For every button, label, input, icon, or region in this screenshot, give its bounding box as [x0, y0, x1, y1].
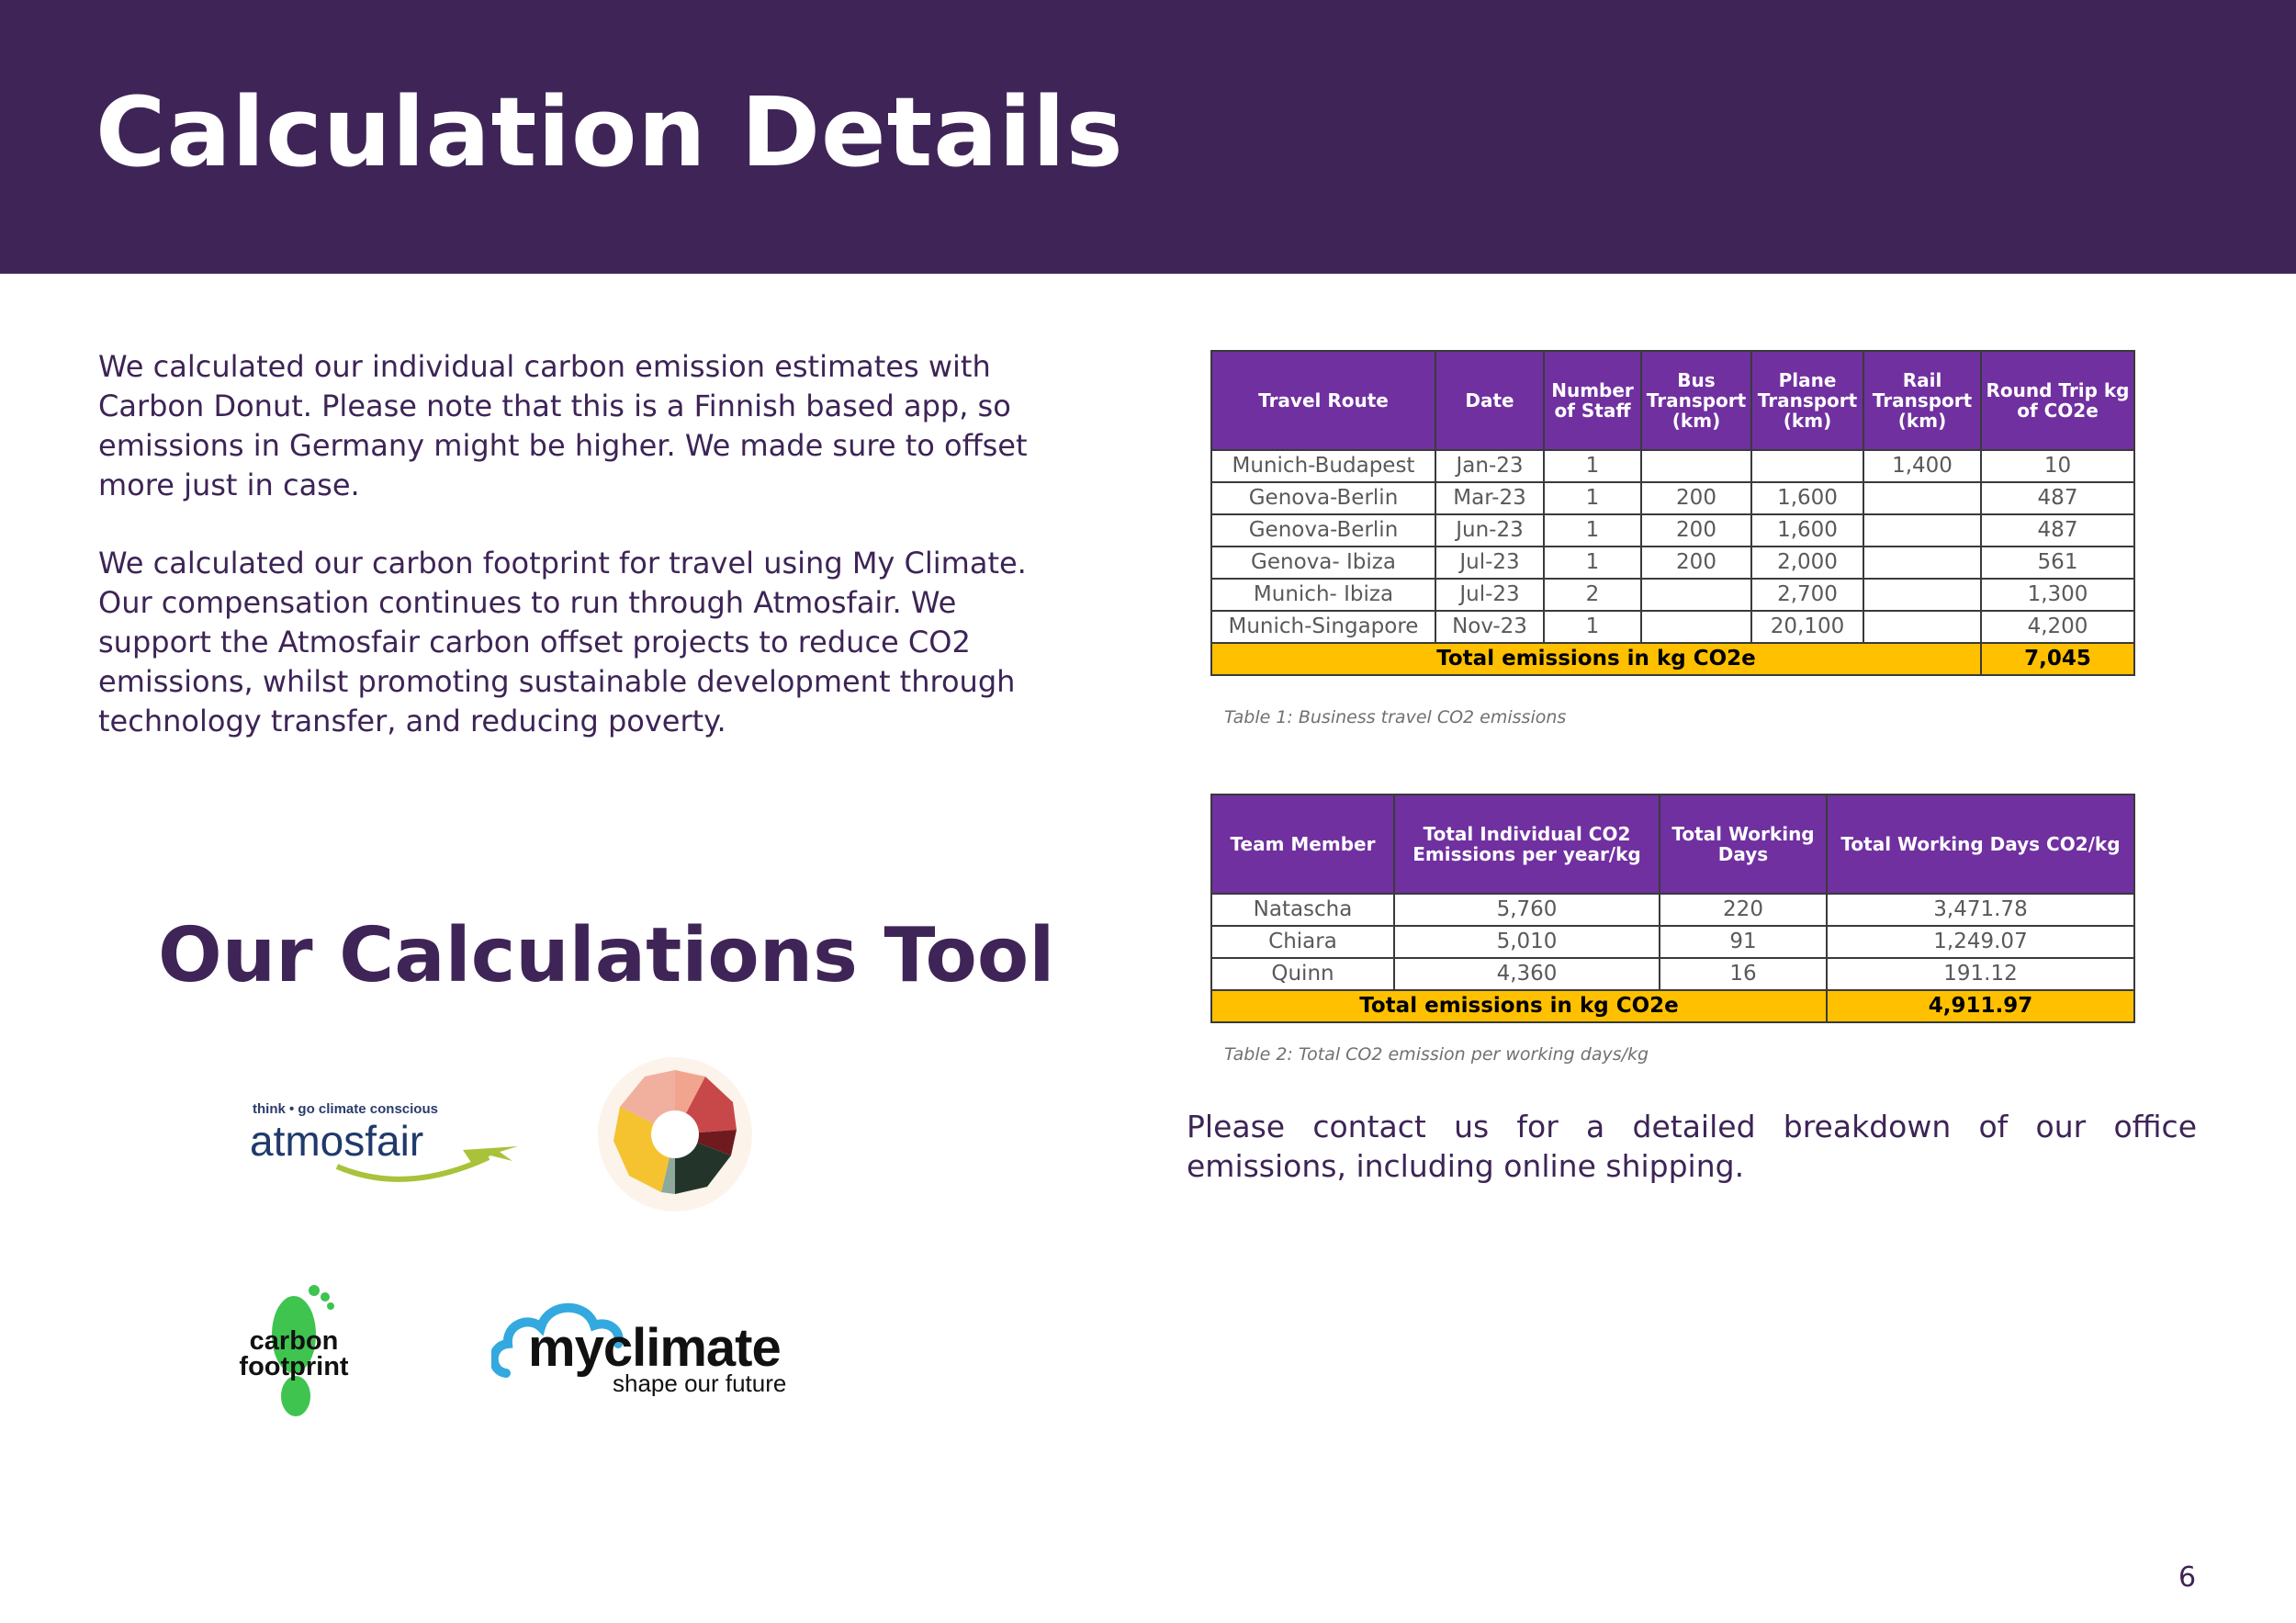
cell-plane	[1751, 450, 1863, 482]
cell-co2: 1,300	[1981, 579, 2134, 611]
cell-date: Jan-23	[1435, 450, 1544, 482]
col-individual-co2: Total Individual CO2 Emissions per year/kg	[1394, 795, 1660, 894]
table-row	[1211, 611, 2134, 643]
intro-paragraph: We calculated our carbon footprint for travel using My Climate. Our compensation continues to run through Atmosfair. We support the Atmosfair carbon offset projects to reduce CO2 emissions, whilst promoting sustainable development through technology transfer, and reducing poverty.	[98, 546, 1027, 738]
col-date: Date	[1435, 351, 1544, 450]
cell-co2: 487	[1981, 482, 2134, 514]
cell-route: Genova-Berlin	[1211, 514, 1435, 547]
footprint-text-1: carbon	[249, 1326, 339, 1356]
cell-working-days-co2: 3,471.78	[1827, 894, 2134, 926]
cell-date: Jun-23	[1435, 514, 1544, 547]
cell-working-days-co2: 1,249.07	[1827, 926, 2134, 958]
cell-individual-co2: 4,360	[1394, 958, 1660, 990]
table1-caption: Table 1: Business travel CO2 emissions	[1224, 707, 1567, 727]
table-row	[1211, 482, 2134, 514]
cell-member: Quinn	[1211, 958, 1394, 990]
cell-route: Genova- Ibiza	[1211, 547, 1435, 579]
cell-member: Natascha	[1211, 894, 1394, 926]
col-working-days: Total Working Days	[1660, 795, 1827, 894]
col-number-of-staff: Number of Staff	[1544, 351, 1641, 450]
footprint-text-2: footprint	[239, 1352, 349, 1381]
total-label: Total emissions in kg CO2e	[1211, 990, 1827, 1022]
cell-working-days-co2: 191.12	[1827, 958, 2134, 990]
table-row	[1211, 958, 2134, 990]
cell-working-days: 91	[1660, 926, 1827, 958]
col-working-days-co2: Total Working Days CO2/kg	[1827, 795, 2134, 894]
table-total-row	[1211, 990, 2134, 1022]
table-row	[1211, 926, 2134, 958]
cell-staff: 1	[1544, 611, 1641, 643]
cell-bus	[1641, 579, 1751, 611]
cell-staff: 1	[1544, 450, 1641, 482]
table-row	[1211, 894, 2134, 926]
table-total-row	[1211, 643, 2134, 675]
donut-hole	[651, 1110, 699, 1158]
cell-individual-co2: 5,010	[1394, 926, 1660, 958]
col-rail-transport: Rail Transport (km)	[1863, 351, 1981, 450]
table-row	[1211, 547, 2134, 579]
table-row	[1211, 579, 2134, 611]
cell-staff: 2	[1544, 579, 1641, 611]
col-team-member: Team Member	[1211, 795, 1394, 894]
cell-rail	[1863, 579, 1981, 611]
cell-rail	[1863, 611, 1981, 643]
table-header-row	[1211, 795, 2134, 894]
cell-route: Genova-Berlin	[1211, 482, 1435, 514]
cell-plane: 1,600	[1751, 514, 1863, 547]
cell-co2: 10	[1981, 450, 2134, 482]
cell-bus: 200	[1641, 482, 1751, 514]
cell-co2: 561	[1981, 547, 2134, 579]
cell-route: Munich- Ibiza	[1211, 579, 1435, 611]
myclimate-tagline: shape our future	[613, 1369, 787, 1396]
carbon-footprint-logo	[220, 1281, 377, 1419]
cell-staff: 1	[1544, 514, 1641, 547]
cell-date: Nov-23	[1435, 611, 1544, 643]
table-row	[1211, 514, 2134, 547]
col-travel-route: Travel Route	[1211, 351, 1435, 450]
atmosfair-logo	[250, 1093, 525, 1194]
cell-date: Jul-23	[1435, 547, 1544, 579]
cell-rail: 1,400	[1863, 450, 1981, 482]
cell-bus: 200	[1641, 514, 1751, 547]
cell-route: Munich-Budapest	[1211, 450, 1435, 482]
col-plane-transport: Plane Transport (km)	[1751, 351, 1863, 450]
cell-working-days: 16	[1660, 958, 1827, 990]
myclimate-logo	[491, 1291, 808, 1396]
intro-text	[98, 347, 1072, 780]
cell-rail	[1863, 482, 1981, 514]
cell-rail	[1863, 514, 1981, 547]
table-header-row	[1211, 351, 2134, 450]
header-banner	[0, 0, 2296, 274]
team-emissions-table	[1210, 794, 2135, 1023]
contact-text: Please contact us for a detailed breakdown of our office emissions, including online shipping.	[1187, 1109, 2197, 1184]
cell-bus	[1641, 450, 1751, 482]
table-row	[1211, 450, 2134, 482]
myclimate-name: myclimate	[528, 1318, 781, 1378]
cell-route: Munich-Singapore	[1211, 611, 1435, 643]
col-bus-transport: Bus Transport (km)	[1641, 351, 1751, 450]
cell-rail	[1863, 547, 1981, 579]
cell-plane: 20,100	[1751, 611, 1863, 643]
total-label: Total emissions in kg CO2e	[1211, 643, 1981, 675]
cell-date: Mar-23	[1435, 482, 1544, 514]
cell-working-days: 220	[1660, 894, 1827, 926]
total-value: 4,911.97	[1827, 990, 2134, 1022]
cell-bus: 200	[1641, 547, 1751, 579]
cell-bus	[1641, 611, 1751, 643]
table2-caption: Table 2: Total CO2 emission per working days/kg	[1224, 1044, 1649, 1065]
cell-staff: 1	[1544, 482, 1641, 514]
cell-member: Chiara	[1211, 926, 1394, 958]
tools-title: Our Calculations Tool	[158, 912, 1055, 999]
page-title: Calculation Details	[96, 76, 1124, 188]
carbon-donut-logo	[597, 1056, 753, 1212]
cell-plane: 1,600	[1751, 482, 1863, 514]
cell-staff: 1	[1544, 547, 1641, 579]
cell-individual-co2: 5,760	[1394, 894, 1660, 926]
atmosfair-tagline: think • go climate conscious	[253, 1101, 438, 1117]
cell-plane: 2,700	[1751, 579, 1863, 611]
footprint-heel	[281, 1376, 310, 1416]
total-value: 7,045	[1981, 643, 2134, 675]
col-round-trip-co2: Round Trip kg of CO2e	[1981, 351, 2134, 450]
intro-paragraph: We calculated our individual carbon emission estimates with Carbon Donut. Please note that this is a Finnish based app, so emissions in Germany might be higher. We made sure to offset more just in case.	[98, 349, 1028, 502]
page-number: 6	[2178, 1561, 2197, 1594]
business-travel-table	[1210, 350, 2135, 676]
cell-co2: 487	[1981, 514, 2134, 547]
cell-date: Jul-23	[1435, 579, 1544, 611]
cell-co2: 4,200	[1981, 611, 2134, 643]
atmosfair-name: atmosfair	[250, 1117, 424, 1165]
cell-plane: 2,000	[1751, 547, 1863, 579]
